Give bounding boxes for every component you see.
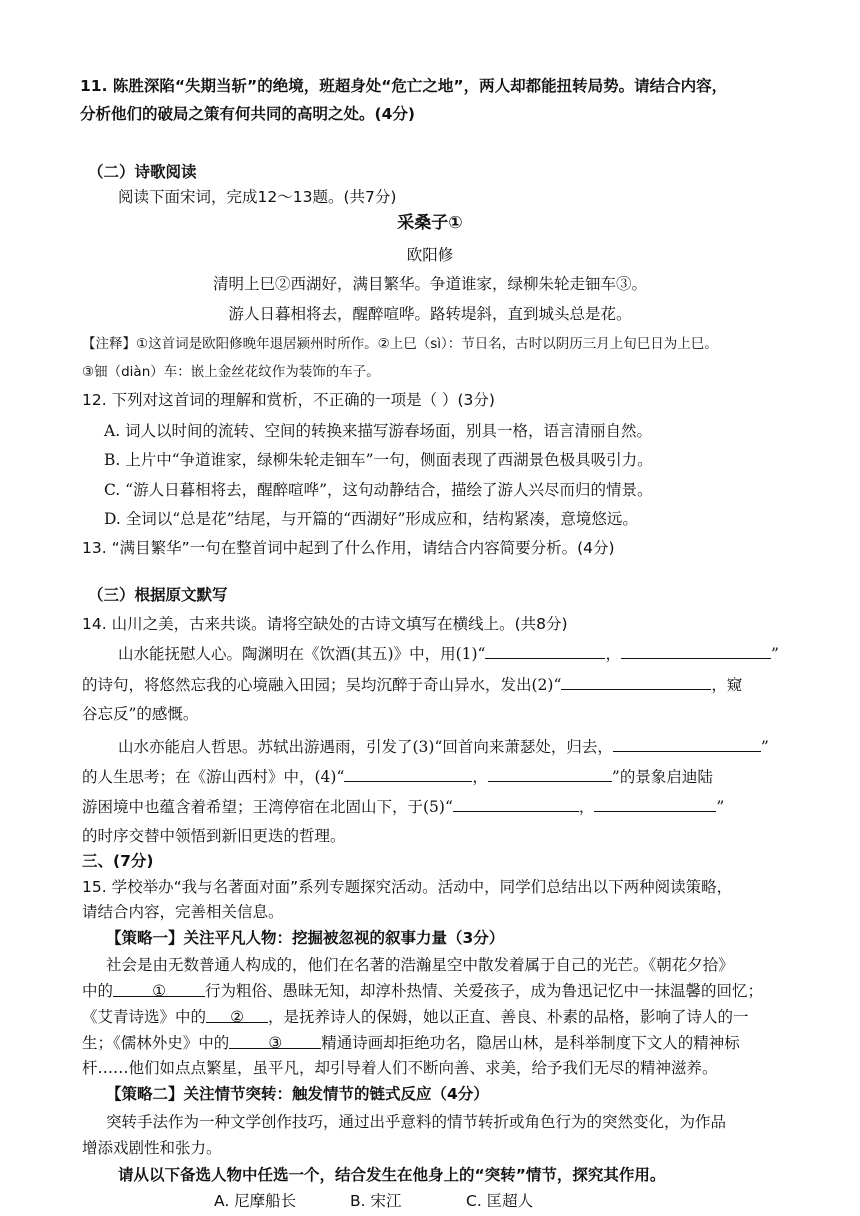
answer-blank-1b[interactable] bbox=[621, 642, 771, 659]
strategy-one-line-5: 杆……他们如点点繁星，虽平凡，却引导着人们不断向善、求美，给予我们无尽的精神滋养。 bbox=[82, 1059, 718, 1077]
q12-option-b: B. 上片中“争道谁家，绿柳朱轮走钿车”一句，侧面表现了西湖景色极具吸引力。 bbox=[104, 451, 653, 469]
strategy-two-task: 请从以下备选人物中任选一个，结合发生在他身上的“突转”情节，探究其作用。 bbox=[118, 1166, 666, 1184]
poem-note-1: 【注释】①这首词是欧阳修晚年退居颍州时所作。②上巳（sì）：节日名，古时以阴历三月上旬巳日为上巳。 bbox=[82, 336, 718, 352]
q12-option-d: D. 全词以“总是花”结尾，与开篇的“西湖好”形成应和，结构紧凑，意境悠远。 bbox=[104, 510, 638, 528]
answer-blank-5a[interactable] bbox=[453, 795, 579, 812]
poem-title: 采桑子① bbox=[397, 213, 463, 233]
answer-blank-5b[interactable] bbox=[594, 795, 716, 812]
answer-blank-4a[interactable] bbox=[344, 765, 472, 782]
poetry-heading: （二）诗歌阅读 bbox=[88, 163, 197, 181]
dictation-paragraph-2-line-3: 游困境中也蕴含着希望；王湾停宿在北固山下，于(5)“ ， ” bbox=[82, 795, 724, 818]
strategy-two-line-1: 突转手法作为一种文学创作技巧，通过出乎意料的情节转折或角色行为的突然变化，为作品 bbox=[106, 1113, 727, 1131]
dictation-paragraph-1-line-3: 谷忘反”的感慨。 bbox=[82, 705, 199, 723]
answer-blank-1a[interactable] bbox=[485, 642, 605, 659]
q14-stem: 14. 山川之美，古来共谈。请将空缺处的古诗文填写在横线上。(共8分) bbox=[82, 615, 568, 633]
poem-author: 欧阳修 bbox=[406, 246, 454, 264]
q11-line-2: 分析他们的破局之策有何共同的高明之处。(4分) bbox=[80, 105, 415, 123]
dictation-paragraph-2-line-2: 的人生思考；在《游山西村》中，(4)“ ， ”的景象启迪陆 bbox=[82, 765, 713, 788]
poem-note-2: ③钿（diàn）车：嵌上金丝花纹作为装饰的车子。 bbox=[82, 364, 380, 380]
q15-line-1: 15. 学校举办“我与名著面对面”系列专题探究活动。活动中，同学们总结出以下两种阅读策略， bbox=[82, 878, 733, 896]
q12-option-c: C. “游人日暮相将去，醒醉喧哗”，这句动静结合，描绘了游人兴尽而归的情景。 bbox=[104, 481, 653, 499]
strategy-one-line-2: 中的 ① 行为粗俗、愚昧无知，却淳朴热情、关爱孩子，成为鲁迅记忆中一抹温馨的回忆； bbox=[82, 982, 764, 1000]
answer-blank-3[interactable] bbox=[613, 735, 761, 752]
strategy-one-line-4: 生；《儒林外史》中的 ③ 精通诗画却拒绝功名，隐居山林，是科举制度下文人的精神标 bbox=[82, 1034, 740, 1052]
strategy-one-line-3: 《艾青诗选》中的 ② ，是抚养诗人的保姆，她以正直、善良、朴素的品格，影响了诗人的一 bbox=[82, 1008, 749, 1026]
choice-c: C. 匡超人 bbox=[466, 1192, 534, 1210]
answer-blank-4b[interactable] bbox=[488, 765, 612, 782]
answer-blank-figure-2[interactable]: ② bbox=[206, 1006, 268, 1023]
choice-a: A. 尼摩船长 bbox=[214, 1192, 297, 1210]
choice-b: B. 宋江 bbox=[350, 1192, 402, 1210]
q13-stem: 13. “满目繁华”一句在整首词中起到了什么作用，请结合内容简要分析。(4分) bbox=[82, 539, 615, 557]
dictation-paragraph-1-line-2: 的诗句，将悠然忘我的心境融入田园；吴均沉醉于奇山异水，发出(2)“ ，窥 bbox=[82, 673, 742, 696]
q12-option-a: A. 词人以时间的流转、空间的转换来描写游春场面，别具一格，语言清丽自然。 bbox=[104, 422, 653, 440]
dictation-heading: （三）根据原文默写 bbox=[88, 586, 228, 604]
strategy-one-line-1: 社会是由无数普通人构成的，他们在名著的浩瀚星空中散发着属于自己的光芒。《朝花夕拾》 bbox=[106, 956, 734, 974]
section-three-heading: 三、(7分) bbox=[82, 852, 154, 870]
q11-line-1: 11. 陈胜深陷“失期当斩”的绝境，班超身处“危亡之地”，两人却都能扭转局势。请结合内容， bbox=[80, 77, 728, 95]
answer-blank-figure-1[interactable]: ① bbox=[113, 980, 205, 997]
strategy-two-line-2: 增添戏剧性和张力。 bbox=[82, 1139, 222, 1157]
dictation-paragraph-2-line-1: 山水亦能启人哲思。苏轼出游遇雨，引发了(3)“回首向来萧瑟处，归去， ” bbox=[118, 735, 769, 758]
poem-line-2: 游人日暮相将去，醒醉喧哗。路转堤斜，直到城头总是花。 bbox=[228, 305, 632, 323]
q15-line-2: 请结合内容，完善相关信息。 bbox=[82, 903, 284, 921]
strategy-two-title: 【策略二】关注情节突转：触发情节的链式反应（4分） bbox=[106, 1085, 489, 1103]
answer-blank-2[interactable] bbox=[561, 673, 711, 690]
poetry-instruction: 阅读下面宋词，完成12～13题。(共7分) bbox=[118, 188, 397, 206]
answer-blank-figure-3[interactable]: ③ bbox=[229, 1032, 321, 1049]
dictation-paragraph-2-line-4: 的时序交替中领悟到新旧更迭的哲理。 bbox=[82, 827, 346, 845]
dictation-paragraph-1-line-1: 山水能抚慰人心。陶渊明在《饮酒(其五)》中，用(1)“ ， ” bbox=[118, 642, 779, 665]
strategy-one-title: 【策略一】关注平凡人物：挖掘被忽视的叙事力量（3分） bbox=[106, 929, 505, 947]
poem-line-1: 清明上巳②西湖好，满目繁华。争道谁家，绿柳朱轮走钿车③。 bbox=[212, 275, 647, 293]
q12-stem: 12. 下列对这首词的理解和赏析，不正确的一项是（ ）(3分) bbox=[82, 391, 495, 409]
